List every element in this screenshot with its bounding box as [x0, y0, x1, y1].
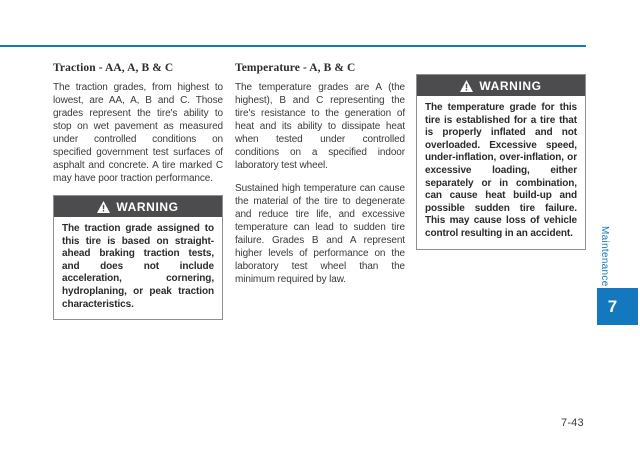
chapter-number-badge: 7 — [597, 288, 638, 325]
warning-triangle-icon — [97, 201, 110, 213]
warning-box-temperature — [416, 74, 586, 250]
warning-title: WARNING — [116, 199, 179, 214]
warning-text-traction: The traction grade assigned to this tire is based on straight-ahead braking traction tests, and does not include acceleration, cornering, hydroplaning, or peak traction characteristics. — [62, 223, 214, 310]
warning-header — [417, 75, 585, 96]
warning-title: WARNING — [479, 78, 542, 93]
section-heading-temperature: Temperature - A, B & C — [235, 62, 356, 74]
sidebar-tab-maintenance: Maintenance — [599, 226, 610, 287]
column-temperature — [235, 62, 405, 296]
top-rule — [0, 45, 586, 47]
warning-triangle-icon — [460, 80, 473, 92]
column-temperature-warning — [416, 73, 586, 250]
column-traction — [53, 62, 223, 320]
warning-header — [54, 196, 222, 217]
section-heading-traction: Traction - AA, A, B & C — [53, 62, 174, 74]
warning-box-traction — [53, 195, 223, 320]
warning-text-temperature: The temperature grade for this tire is established for a tire that is properly inflated and not overloaded. Excessive speed, under-inflation, over-inflation, or excessive loading, either separately or in combination, can cause heat build-up and possible sudden tire failure. This may cause loss of vehicle control resulting in an accident. — [425, 102, 577, 239]
section-body-temperature-1: The temperature grades are A (the highest), B and C representing the tire's resistance to the generation of heat and its ability to dissipate heat when tested under controlled conditions on a specified indoor laboratory test wheel. — [235, 82, 405, 171]
section-body-temperature-2: Sustained high temperature can cause the material of the tire to degenerate and reduce tire life, and excessive temperature can lead to sudden tire failure. Grades B and A represent higher levels of performance on the laboratory test wheel than the minimum required by law. — [235, 183, 405, 285]
section-body-traction: The traction grades, from highest to lowest, are AA, A, B and C. Those grades represent the tire's ability to stop on wet pavement as measured under controlled conditions on specified government test surfaces of asphalt and concrete. A tire marked C may have poor traction performance. — [53, 82, 223, 184]
page-number: 7-43 — [561, 417, 584, 429]
